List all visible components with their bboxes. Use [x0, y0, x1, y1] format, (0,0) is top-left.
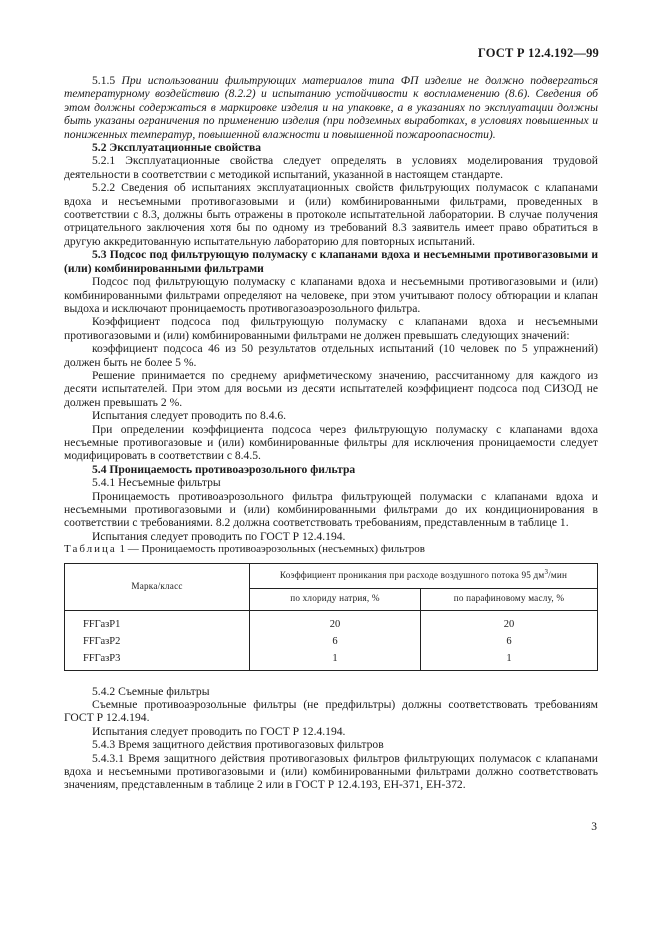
- paragraph-5-3-b: Коэффициент подсоса под фильтрующую полумаску с клапанами вдоха и несъемными противогазовыми и (или) комбинированными фильтрами не должен превышать следующих значений:: [64, 315, 598, 342]
- paragraph-5-1-5: [64, 74, 598, 141]
- col-group-sup: 3: [544, 567, 549, 576]
- section-5-4-2: [64, 685, 598, 792]
- col-header-marka: Марка/класс: [65, 563, 250, 610]
- row-marka: FFГазP1: [65, 610, 250, 634]
- paragraph-5-3-c: коэффициент подсоса 46 из 50 результатов отдельных испытаний (10 человек по 5 упражнений) должен быть не более 5 %.: [64, 342, 598, 369]
- standard-code-header: ГОСТ Р 12.4.192—99: [477, 46, 599, 60]
- row-paraffin: 20: [421, 610, 598, 634]
- paragraph-5-4-3-1: 5.4.3.1 Время защитного действия противогазовых фильтров фильтрующих полумасок с клапанами вдоха и несъемными противогазовыми и (или) комбинированными фильтрами должно соответствовать значениям, представленным в таблице 2 или в ГОСТ Р 12.4.193, ЕН-371, ЕН-372.: [64, 751, 598, 792]
- clause-5-1-5-text: При использовании фильтрующих материалов типа ФП изделие не должно подвергаться температурному воздействию (8.2.2) и испытанию устойчивости к воспламенению (8.6). Сведения об этом должны содержаться в маркировке изделия и на упаковке, а в указаниях по эксплуатации должны быть указаны ограничения по применению изделия (при подземных выработках, в условиях повышенных и пониженных температур, повышенной влажности и повышенной пожароопасности).: [64, 74, 598, 141]
- paragraph-5-3-f: При определении коэффициента подсоса через фильтрующую полумаску с клапанами вдоха несъемные противогазовые и (или) комбинированные фильтры для исключения проницаемости следует модифицировать в соответствии с 8.4.5.: [64, 422, 598, 463]
- paragraph-5-4-2-a: Съемные противоаэрозольные фильтры (не предфильтры) должны соответствовать требованиям ГОСТ Р 12.4.194.: [64, 698, 598, 725]
- table-1-caption: [64, 543, 598, 556]
- table-row: [65, 610, 598, 634]
- page-number: 3: [591, 821, 597, 833]
- col-header-group: [250, 563, 598, 588]
- col-header-sodium: по хлориду натрия, %: [250, 588, 421, 610]
- col-group-unit: /мин: [548, 569, 568, 580]
- paragraph-5-3-a: Подсос под фильтрующую полумаску с клапанами вдоха и несъемными противогазовыми и (или) комбинированными фильтрами определяют на человеке, при этом учитывают полосу обтюрации и клапан выдоха и исключают проницаемость противогазоаэрозольного фильтра.: [64, 275, 598, 315]
- row-marka: FFГазP3: [65, 651, 250, 671]
- table-caption-text: 1 — Проницаемость противоаэрозольных (несъемных) фильтров: [116, 543, 425, 556]
- table-row: [65, 651, 598, 671]
- table-1: [64, 563, 598, 671]
- subheading-5-4-3: 5.4.3 Время защитного действия противогазовых фильтров: [92, 738, 384, 752]
- subheading-5-4-1: 5.4.1 Несъемные фильтры: [92, 476, 221, 490]
- paragraph-5-2-1: 5.2.1 Эксплуатационные свойства следует определять в условиях моделирования трудовой деятельности в соответствии с методикой испытаний, указанной в настоящем стандарте.: [64, 154, 598, 181]
- heading-5-2: 5.2 Эксплуатационные свойства: [92, 141, 262, 155]
- heading-5-3: 5.3 Подсос под фильтрующую полумаску с клапанами вдоха и несъемными противогазовыми и (или) комбинированными фильтрами: [64, 248, 598, 275]
- heading-5-4: 5.4 Проницаемость противоаэрозольного фильтра: [92, 462, 356, 476]
- row-sodium: 1: [250, 651, 421, 671]
- table-row: [65, 634, 598, 651]
- paragraph-5-3-d: Решение принимается по среднему арифметическому значению, рассчитанному для каждого из десяти испытателей. При этом для восьми из десяти испытателей коэффициент подсоса под СИЗОД не должен превышать 2 %.: [64, 368, 598, 409]
- row-paraffin: 1: [421, 651, 598, 671]
- row-paraffin: 6: [421, 634, 598, 651]
- clause-number: 5.1.5: [92, 74, 122, 87]
- paragraph-5-4-1-a: Проницаемость противоаэрозольного фильтра фильтрующей полумаски с клапанами вдоха и несъемными противогазовыми и (или) комбинированными фильтрами до их кондиционирования в соответствии с требованиями. 8.2 должна соответствовать требованиям, представленным в таблице 1.: [64, 489, 598, 530]
- row-sodium: 6: [250, 634, 421, 651]
- paragraph-5-4-2-b: Испытания следует проводить по ГОСТ Р 12.4.194.: [92, 724, 346, 738]
- row-sodium: 20: [250, 610, 421, 634]
- subheading-5-4-2: 5.4.2 Съемные фильтры: [92, 684, 210, 698]
- col-group-text: Коэффициент проникания при расходе воздушного потока 95 дм: [279, 569, 545, 580]
- table-caption-word: Таблица: [64, 543, 117, 556]
- document-body: [64, 74, 598, 792]
- paragraph-5-4-1-b: Испытания следует проводить по ГОСТ Р 12.4.194.: [92, 529, 346, 543]
- col-header-paraffin: по парафиновому маслу, %: [421, 588, 598, 610]
- row-marka: FFГазP2: [65, 634, 250, 651]
- paragraph-5-3-e: Испытания следует проводить по 8.4.6.: [92, 409, 287, 423]
- paragraph-5-2-2: 5.2.2 Сведения об испытаниях эксплуатационных свойств фильтрующих полумасок с клапанами вдоха и несъемными противогазовыми и (или) комбинированными фильтрами, проведенных в соответствии с 8.3, должны быть отражены в протоколе испытательной лаборатории. В случае получения отрицательного заключения хотя бы по одному из требований 8.3 заявитель имеет право обратиться в другую аккредитованную испытательную лабораторию для повторных испытаний.: [64, 181, 598, 248]
